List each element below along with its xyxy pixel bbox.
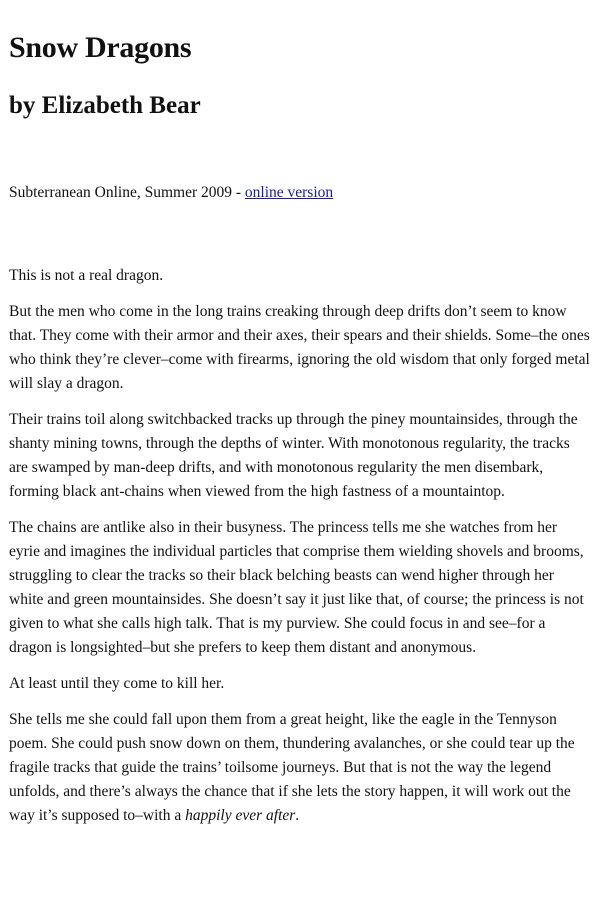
paragraph-6 — [9, 708, 591, 828]
paragraph-6-emphasis: happily ever after — [185, 807, 296, 825]
paragraph-1: This is not a real dragon. — [9, 267, 164, 285]
publication-source — [9, 181, 591, 204]
paragraph-3: Their trains toil along switchbacked tracks up through the piney mountainsides, through the shanty mining towns, through the depths of winter. With monotonous regularity, the tracks are swamped by man-deep drifts, and with monotonous regularity the men disembark, forming black ant-chains when viewed from the high fastness of a mountaintop. — [9, 411, 578, 501]
paragraph-4: The chains are antlike also in their busyness. The princess tells me she watches from her eyrie and imagines the individual particles that comprise them wielding shovels and brooms, struggling to clear the tracks so their black belching beasts can wend higher through her white and green mountainsides. She doesn’t say it just like that, of course; the princess is not given to what she calls high talk. That is my purview. She could focus in and see–for a dragon is longsighted–but she prefers to keep them distant and anonymous. — [9, 519, 584, 657]
story-body — [9, 264, 591, 828]
story-title: Snow Dragons — [9, 31, 192, 64]
paragraph-6-end: . — [295, 807, 300, 825]
paragraph-6-text: She tells me she could fall upon them from a great height, like the eagle in the Tennyson poem. She could push snow down on them, thundering avalanches, or she could tear up the fragile tracks that guide the trains’ toilsome journeys. But that is not the way the legend unfolds, and there’s always the chance that if she lets the story happen, it will work out the way it’s supposed to–with a — [9, 711, 575, 825]
story-byline: by Elizabeth Bear — [9, 92, 201, 119]
online-version-link[interactable]: online version — [244, 184, 334, 201]
source-text: Subterranean Online, Summer 2009 - — [9, 184, 245, 201]
paragraph-5: At least until they come to kill her. — [9, 675, 225, 693]
paragraph-2: But the men who come in the long trains creaking through deep drifts don’t seem to know that. They come with their armor and their axes, their spears and their shields. Some–the ones who think they’re clever–come with firearms, ignoring the old wisdom that only forged metal will slay a dragon. — [9, 303, 590, 393]
